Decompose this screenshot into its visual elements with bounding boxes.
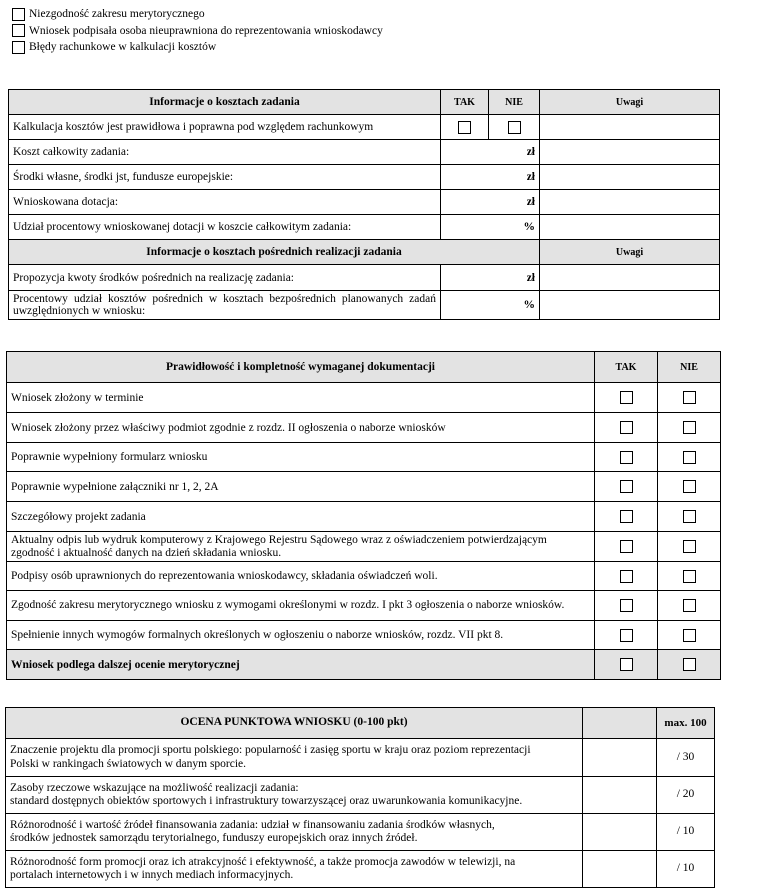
doc-row-label: Poprawnie wypełniony formularz wniosku — [7, 443, 595, 472]
score-input[interactable] — [583, 814, 657, 851]
doc-header: Prawidłowość i kompletność wymaganej dokumentacji — [7, 352, 595, 383]
checklist-label: Wniosek podpisała osoba nieuprawniona do reprezentowania wnioskodawcy — [29, 24, 383, 37]
doc-row-label: Zgodność zakresu merytorycznego wniosku z wymogami określonymi w rozdz. I pkt 3 ogłoszenia o naborze wniosków. — [7, 591, 595, 621]
doc-row-label: Poprawnie wypełnione załączniki nr 1, 2, 2A — [7, 472, 595, 502]
tak-checkbox[interactable] — [620, 451, 633, 464]
tak-checkbox[interactable] — [620, 421, 633, 434]
cost-label: Koszt całkowity zadania: — [9, 140, 441, 165]
calc-row-label: Kalkulacja kosztów jest prawidłowa i poprawna pod względem rachunkowym — [9, 115, 441, 140]
col-nie: NIE — [489, 90, 540, 115]
doc-row-label: Wniosek złożony w terminie — [7, 383, 595, 413]
cost-unit[interactable]: % — [441, 215, 540, 240]
uwagi-cell[interactable] — [540, 265, 720, 291]
doc-row-label: Wniosek złożony przez właściwy podmiot zgodnie z rozdz. II ogłoszenia o naborze wniosków — [7, 413, 595, 443]
checklist-item — [12, 23, 383, 40]
nie-checkbox[interactable] — [683, 658, 696, 671]
indirect-label: Propozycja kwoty środków pośrednich na realizację zadania: — [9, 265, 441, 291]
cost-label: Wnioskowana dotacja: — [9, 190, 441, 215]
scoring-table — [5, 707, 715, 888]
scoring-row-line: standard dostępnych obiektów sportowych i infrastruktury towarzyszącej oraz uwarunkowania komunikacyjne. — [10, 795, 523, 807]
col-tak: TAK — [441, 90, 489, 115]
indirect-label: Procentowy udział kosztów pośrednich w kosztach bezpośrednich planowanych zadań uwzględnionych w wniosku: — [9, 291, 441, 320]
cost-label: Środki własne, środki jst, fundusze europejskie: — [9, 165, 441, 190]
checklist-item — [12, 6, 383, 23]
checklist-item — [12, 39, 383, 56]
uwagi-cell[interactable] — [540, 115, 720, 140]
uwagi-cell[interactable] — [540, 165, 720, 190]
documentation-table — [6, 351, 721, 680]
scoring-header: OCENA PUNKTOWA WNIOSKU (0-100 pkt) — [6, 708, 583, 739]
checklist-label: Niezgodność zakresu merytorycznego — [29, 8, 205, 21]
indirect-unit[interactable]: % — [441, 291, 540, 320]
tak-checkbox[interactable] — [620, 391, 633, 404]
scoring-row-line: portalach internetowych i w innych mediach informacyjnych. — [10, 869, 294, 881]
doc-row-label: Spełnienie innych wymogów formalnych określonych w ogłoszeniu o naborze wniosków, rozdz. VII pkt 8. — [7, 621, 595, 650]
score-input[interactable] — [583, 777, 657, 814]
scoring-row-label — [6, 851, 583, 888]
checkbox[interactable] — [12, 41, 25, 54]
indirect-header: Informacje o kosztach pośrednich realizacji zadania — [9, 240, 540, 265]
nie-checkbox[interactable] — [683, 599, 696, 612]
score-input[interactable] — [583, 851, 657, 888]
scoring-row-line: Różnorodność i wartość źródeł finansowania zadania: udział w finansowaniu zadania środków własnych, — [10, 818, 495, 831]
col-tak: TAK — [595, 352, 658, 383]
uwagi-cell[interactable] — [540, 190, 720, 215]
costs-table — [8, 89, 720, 320]
checkbox[interactable] — [12, 8, 25, 21]
cost-unit[interactable]: zł — [441, 140, 540, 165]
tak-checkbox[interactable] — [620, 480, 633, 493]
checkbox[interactable] — [12, 24, 25, 37]
indirect-unit[interactable]: zł — [441, 265, 540, 291]
scoring-row-label — [6, 739, 583, 777]
tak-checkbox[interactable] — [620, 570, 633, 583]
col-max: max. 100 — [657, 708, 715, 739]
tak-checkbox[interactable] — [620, 658, 633, 671]
cost-label: Udział procentowy wnioskowanej dotacji w koszcie całkowitym zadania: — [9, 215, 441, 240]
indirect-uwagi: Uwagi — [540, 240, 720, 265]
doc-row-label: Podpisy osób uprawnionych do reprezentowania wnioskodawcy, składania oświadczeń woli. — [7, 562, 595, 591]
max-score: / 20 — [657, 777, 715, 814]
nie-checkbox[interactable] — [683, 570, 696, 583]
tak-checkbox[interactable] — [458, 121, 471, 134]
nie-checkbox[interactable] — [508, 121, 521, 134]
costs-header: Informacje o kosztach zadania — [9, 90, 441, 115]
scoring-row-line: Polski w rankingach światowych w danym sporcie. — [10, 757, 247, 770]
checklist-label: Błędy rachunkowe w kalkulacji kosztów — [29, 41, 217, 54]
cost-unit[interactable]: zł — [441, 165, 540, 190]
nie-checkbox[interactable] — [683, 629, 696, 642]
nie-checkbox[interactable] — [683, 451, 696, 464]
final-row-label: Wniosek podlega dalszej ocenie merytorycznej — [7, 650, 595, 680]
tak-checkbox[interactable] — [620, 599, 633, 612]
max-score: / 10 — [657, 814, 715, 851]
scoring-row-label — [6, 814, 583, 851]
scoring-row-label — [6, 777, 583, 814]
scoring-row-line: Różnorodność form promocji oraz ich atrakcyjność i efektywność, a także promocja zawodów w telewizji, na — [10, 855, 516, 868]
scoring-row-line: Znaczenie projektu dla promocji sportu polskiego: popularność i zasięg sportu w kraju oraz poziom reprezentacji — [10, 744, 531, 757]
tak-checkbox[interactable] — [620, 510, 633, 523]
nie-checkbox[interactable] — [683, 421, 696, 434]
tak-checkbox[interactable] — [620, 540, 633, 553]
scoring-row-line: Zasoby rzeczowe wskazujące na możliwość realizacji zadania: — [10, 781, 299, 794]
score-column-header — [583, 708, 657, 739]
tak-checkbox[interactable] — [620, 629, 633, 642]
score-input[interactable] — [583, 739, 657, 777]
nie-checkbox[interactable] — [683, 540, 696, 553]
doc-row-label: Szczegółowy projekt zadania — [7, 502, 595, 532]
scoring-row-line: środków jednostek samorządu terytorialnego, funduszy europejskich oraz innych źródeł. — [10, 832, 418, 844]
doc-row-label: Aktualny odpis lub wydruk komputerowy z Krajowego Rejestru Sądowego wraz z oświadczeniem potwierdzającym zgodność i aktualność danych na dzień składania wniosku. — [7, 532, 595, 562]
max-score: / 30 — [657, 739, 715, 777]
uwagi-cell[interactable] — [540, 140, 720, 165]
uwagi-cell[interactable] — [540, 291, 720, 320]
nie-checkbox[interactable] — [683, 480, 696, 493]
nie-checkbox[interactable] — [683, 510, 696, 523]
uwagi-cell[interactable] — [540, 215, 720, 240]
col-uwagi: Uwagi — [540, 90, 720, 115]
top-checklist — [12, 6, 383, 56]
max-score: / 10 — [657, 851, 715, 888]
nie-checkbox[interactable] — [683, 391, 696, 404]
cost-unit[interactable]: zł — [441, 190, 540, 215]
col-nie: NIE — [658, 352, 721, 383]
